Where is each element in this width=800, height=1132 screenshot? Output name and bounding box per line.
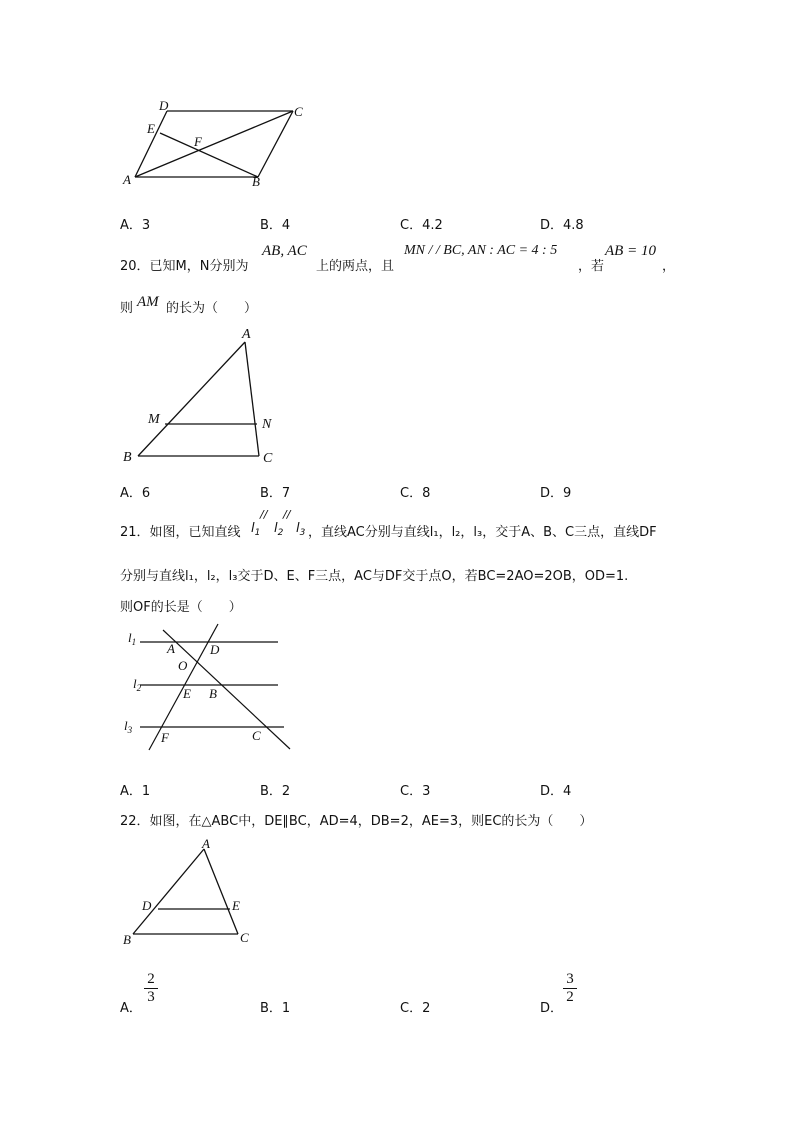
q21-stem-line3: 则OF的长是（ ） xyxy=(120,600,242,615)
q22-option-b[interactable]: B．1 xyxy=(260,1001,291,1016)
label-A: A xyxy=(123,172,131,187)
q21-option-c[interactable]: C．3 xyxy=(400,784,431,799)
q20-text-4: ， xyxy=(662,259,676,274)
q19-option-d[interactable]: D．4.8 xyxy=(540,218,584,233)
label-C: C xyxy=(263,451,273,466)
q20-text-1: 20．已知M，N分别为 xyxy=(120,259,249,274)
q19-figure xyxy=(110,96,330,192)
q20-option-b[interactable]: B．7 xyxy=(260,486,291,501)
q20-figure xyxy=(118,322,288,467)
q20-text-2: 上的两点，且 xyxy=(316,259,395,274)
label-l1: $l_1$ xyxy=(128,630,137,647)
q19-option-c[interactable]: C．4.2 xyxy=(400,218,443,233)
q21-text-1: 21．如图，已知直线 xyxy=(120,525,241,540)
q20-math-2: MN / / BC, AN : AC = 4 : 5 xyxy=(404,243,558,258)
q21-figure xyxy=(118,620,298,756)
q22-option-a-prefix: A． xyxy=(120,1001,142,1016)
label-A: A xyxy=(167,641,175,656)
fraction-denominator: 3 xyxy=(147,989,155,1005)
edge-AC xyxy=(204,849,238,934)
label-O: O xyxy=(178,658,188,673)
label-E: E xyxy=(147,121,155,136)
q22-figure xyxy=(118,834,268,949)
q21-option-a[interactable]: A．1 xyxy=(120,784,151,799)
q21-option-b[interactable]: B．2 xyxy=(260,784,291,799)
label-B: B xyxy=(123,932,131,947)
q20-text-5: 则 xyxy=(120,301,134,316)
q20-math-4: AM xyxy=(137,294,159,310)
label-C: C xyxy=(240,930,249,945)
edge-AC xyxy=(245,342,259,456)
q20-option-c[interactable]: C．8 xyxy=(400,486,431,501)
label-F: F xyxy=(194,134,202,149)
diag-AC xyxy=(135,111,293,177)
q21-parallel-2: // xyxy=(283,508,291,521)
label-M: M xyxy=(148,412,160,427)
q22-option-c[interactable]: C．2 xyxy=(400,1001,431,1016)
label-C: C xyxy=(252,728,261,743)
q20-math-1: AB, AC xyxy=(262,243,307,259)
q22-stem: 22．如图，在△ABC中，DE∥BC，AD=4，DB=2，AE=3，则EC的长为（ ） xyxy=(120,814,593,829)
label-C: C xyxy=(294,104,303,119)
edge-AB xyxy=(133,849,204,934)
q20-option-a[interactable]: A．6 xyxy=(120,486,151,501)
line-EB xyxy=(160,133,258,177)
q19-option-a[interactable]: A．3 xyxy=(120,218,151,233)
fraction-numerator: 3 xyxy=(566,971,574,987)
q22-option-d-prefix: D． xyxy=(540,1001,564,1016)
label-A: A xyxy=(202,836,210,851)
label-l2: $l_2$ xyxy=(133,676,142,693)
label-N: N xyxy=(262,417,272,432)
label-E: E xyxy=(232,898,240,913)
fraction-denominator: 2 xyxy=(566,989,574,1005)
label-A: A xyxy=(242,327,251,342)
label-B: B xyxy=(123,450,132,465)
q20-text-3: ，若 xyxy=(578,259,605,274)
fraction-numerator: 2 xyxy=(147,971,155,987)
q19-option-b[interactable]: B．4 xyxy=(260,218,291,233)
q20-text-6: 的长为（ ） xyxy=(166,301,258,316)
label-B: B xyxy=(209,686,217,701)
q20-math-3: AB = 10 xyxy=(605,243,656,259)
q22-option-a-fraction xyxy=(144,972,158,1005)
label-E: E xyxy=(183,686,191,701)
label-F: F xyxy=(161,730,169,745)
label-B: B xyxy=(252,174,260,189)
q21-stem-line2: 分别与直线l₁，l₂，l₃交于D、E、F三点，AC与DF交于点O，若BC=2AO=2OB，OD=1. xyxy=(120,569,629,584)
edge-AB xyxy=(138,342,245,456)
label-D: D xyxy=(210,642,220,657)
q21-l1: $l_1$ xyxy=(251,521,261,538)
q21-parallel-1: // xyxy=(260,508,268,521)
q21-text-2: ，直线AC分别与直线l₁，l₂，l₃，交于A、B、C三点，直线DF xyxy=(308,525,657,540)
q20-option-d[interactable]: D．9 xyxy=(540,486,572,501)
label-D: D xyxy=(159,98,169,113)
q21-l3: $l_3$ xyxy=(296,521,306,538)
edge-BC xyxy=(258,111,293,177)
label-l3: $l_3$ xyxy=(124,718,133,735)
q21-option-d[interactable]: D．4 xyxy=(540,784,572,799)
q21-l2: $l_2$ xyxy=(274,521,284,538)
q22-option-d-fraction xyxy=(563,972,577,1005)
label-D: D xyxy=(142,898,152,913)
